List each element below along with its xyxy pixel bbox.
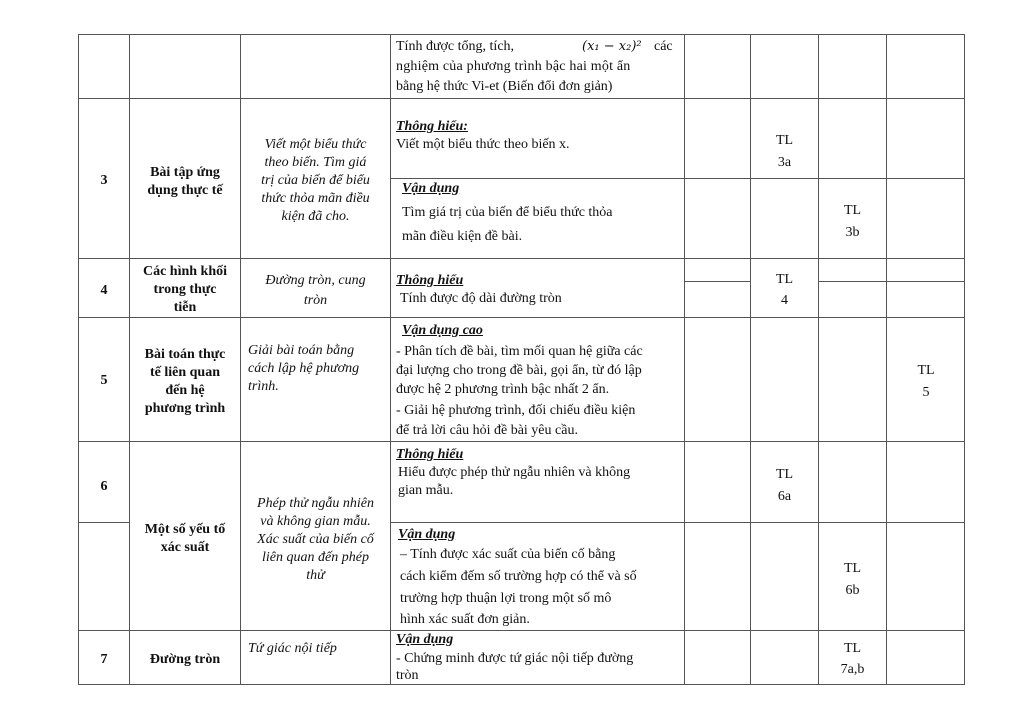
row6-content-2a: – Tính được xác suất của biến cố bằng xyxy=(400,547,616,562)
row5-mark-b: 5 xyxy=(922,385,930,400)
row7-number: 7 xyxy=(100,652,108,667)
row3-level-1: Thông hiểu: xyxy=(396,119,468,134)
row6-mark2-b: 6b xyxy=(845,583,860,598)
row-line-5 xyxy=(78,630,965,631)
row3-unit-2: theo biến. Tìm giá xyxy=(264,155,367,170)
row3-mark2-b: 3b xyxy=(845,225,860,240)
row6-content-1b: gian mẫu. xyxy=(398,483,454,498)
row7-mark-a: TL xyxy=(843,641,862,656)
row3-unit-3: trị của biến để biểu xyxy=(261,173,370,188)
row4-level: Thông hiểu xyxy=(396,273,464,288)
row0-content-line3: bằng hệ thức Vi-et (Biến đổi đơn giản) xyxy=(396,79,613,94)
row3-number: 3 xyxy=(100,173,108,188)
row0-formula: (x₁ − x₂)² xyxy=(582,39,642,54)
row4-unit-2: tròn xyxy=(303,293,328,308)
row3-mark1-b: 3a xyxy=(777,155,792,170)
row5-topic-2: tế liên quan xyxy=(149,365,220,380)
row5-topic-4: phương trình xyxy=(144,401,226,416)
row-line-4-split-b xyxy=(818,281,965,282)
row-line-6-split xyxy=(390,522,965,523)
row3-level-2: Vận dụng xyxy=(402,181,460,196)
row6-content-1a: Hiểu được phép thử ngẫu nhiên và không xyxy=(398,465,631,480)
row6-level-2: Vận dụng xyxy=(398,527,456,542)
row5-level: Vận dụng cao xyxy=(402,323,483,338)
row0-content-line2: nghiệm của phương trình bậc hai một ẩn xyxy=(396,59,631,74)
row3-topic-1: Bài tập ứng xyxy=(150,165,220,180)
row3-unit-5: kiện đã cho. xyxy=(281,209,350,224)
row-line-1 xyxy=(78,98,965,99)
row6-content-2d: hình xác suất đơn giản. xyxy=(400,612,530,627)
row5-unit-3: trình. xyxy=(248,379,279,394)
row6-content-2b: cách kiểm đếm số trường hợp có thể và số xyxy=(400,569,637,584)
row4-mark-b: 4 xyxy=(781,293,788,308)
row-line-6-split-no xyxy=(78,522,130,523)
row-line-4 xyxy=(78,441,965,442)
row3-content-2b: mãn điều kiện đề bài. xyxy=(402,229,523,244)
row4-number: 4 xyxy=(100,283,108,298)
row5-topic-3: đến hệ xyxy=(165,383,205,398)
row6-mark2-a: TL xyxy=(843,561,862,576)
row7-level: Vận dụng xyxy=(396,632,454,647)
row3-unit-1: Viết một biểu thức xyxy=(264,137,367,152)
row5-content-4: - Giải hệ phương trình, đối chiếu điều kiện xyxy=(396,403,636,418)
row7-content-2: tròn xyxy=(396,668,419,683)
col-divider-4 xyxy=(684,34,685,685)
row6-level-1: Thông hiểu xyxy=(396,447,464,462)
row6-mark1-a: TL xyxy=(775,467,794,482)
row3-content-2a: Tìm giá trị của biến để biểu thức thỏa xyxy=(402,205,613,220)
row-line-bottom xyxy=(78,684,965,685)
row4-mark-a: TL xyxy=(775,272,794,287)
row5-mark-a: TL xyxy=(917,363,935,378)
row4-topic-1: Các hình khối xyxy=(142,264,228,279)
row4-topic-2: trong thực xyxy=(153,282,217,297)
row0-content-line1b: các xyxy=(654,39,673,54)
row3-content-1: Viết một biểu thức theo biến x. xyxy=(396,137,570,152)
row6-unit-2: và không gian mẫu. xyxy=(260,514,371,529)
row3-mark1-a: TL xyxy=(775,133,794,148)
row6-unit-1: Phép thử ngẫu nhiên xyxy=(257,496,374,511)
border-right xyxy=(964,34,965,685)
row6-number: 6 xyxy=(100,479,108,494)
row7-unit: Tứ giác nội tiếp xyxy=(248,641,337,656)
row5-unit-2: cách lập hệ phương xyxy=(248,361,360,376)
row6-topic-1: Một số yếu tố xyxy=(144,522,226,537)
col-divider-2 xyxy=(240,34,241,685)
row4-content: Tính được độ dài đường tròn xyxy=(400,291,562,306)
row-line-3-split xyxy=(390,178,965,179)
row7-mark-b: 7a,b xyxy=(840,662,865,677)
row6-unit-4: liên quan đến phép xyxy=(262,550,369,565)
row-line-4-split xyxy=(684,281,750,282)
row6-topic-2: xác suất xyxy=(160,540,210,555)
row4-topic-3: tiễn xyxy=(173,300,197,315)
row0-content-line1a: Tính được tổng, tích, xyxy=(396,39,515,54)
row6-content-2c: trường hợp thuận lợi trong một số mô xyxy=(400,591,612,606)
row6-unit-5: thử xyxy=(306,568,325,583)
row6-mark1-b: 6a xyxy=(777,489,792,504)
row6-unit-3: Xác suất của biến cố xyxy=(257,532,374,547)
row3-unit-4: thức thỏa mãn điều xyxy=(261,191,370,206)
row-line-top xyxy=(78,34,965,35)
row5-topic-1: Bài toán thực xyxy=(144,347,226,362)
row7-content-1: - Chứng minh được tứ giác nội tiếp đường xyxy=(396,651,634,666)
row3-topic-2: dụng thực tế xyxy=(147,183,223,198)
row7-topic: Đường tròn xyxy=(149,652,221,667)
row5-content-2: đại lượng cho trong đề bài, gọi ẩn, từ đó lập xyxy=(396,363,642,378)
row5-content-5: để trả lời câu hỏi đề bài yêu cầu. xyxy=(396,423,578,438)
row5-unit-1: Giải bài toán bằng xyxy=(248,343,355,358)
col-divider-3 xyxy=(390,34,391,685)
row4-unit-1: Đường tròn, cung xyxy=(265,273,366,288)
row5-content-1: - Phân tích đề bài, tìm mối quan hệ giữa các xyxy=(396,344,643,359)
col-divider-7 xyxy=(886,34,887,685)
row-line-2 xyxy=(78,258,965,259)
row3-mark2-a: TL xyxy=(843,203,862,218)
row-line-3 xyxy=(78,317,965,318)
row5-number: 5 xyxy=(100,373,108,388)
row5-content-3: được hệ 2 phương trình bậc nhất 2 ẩn. xyxy=(396,382,610,397)
border-left xyxy=(78,34,79,685)
